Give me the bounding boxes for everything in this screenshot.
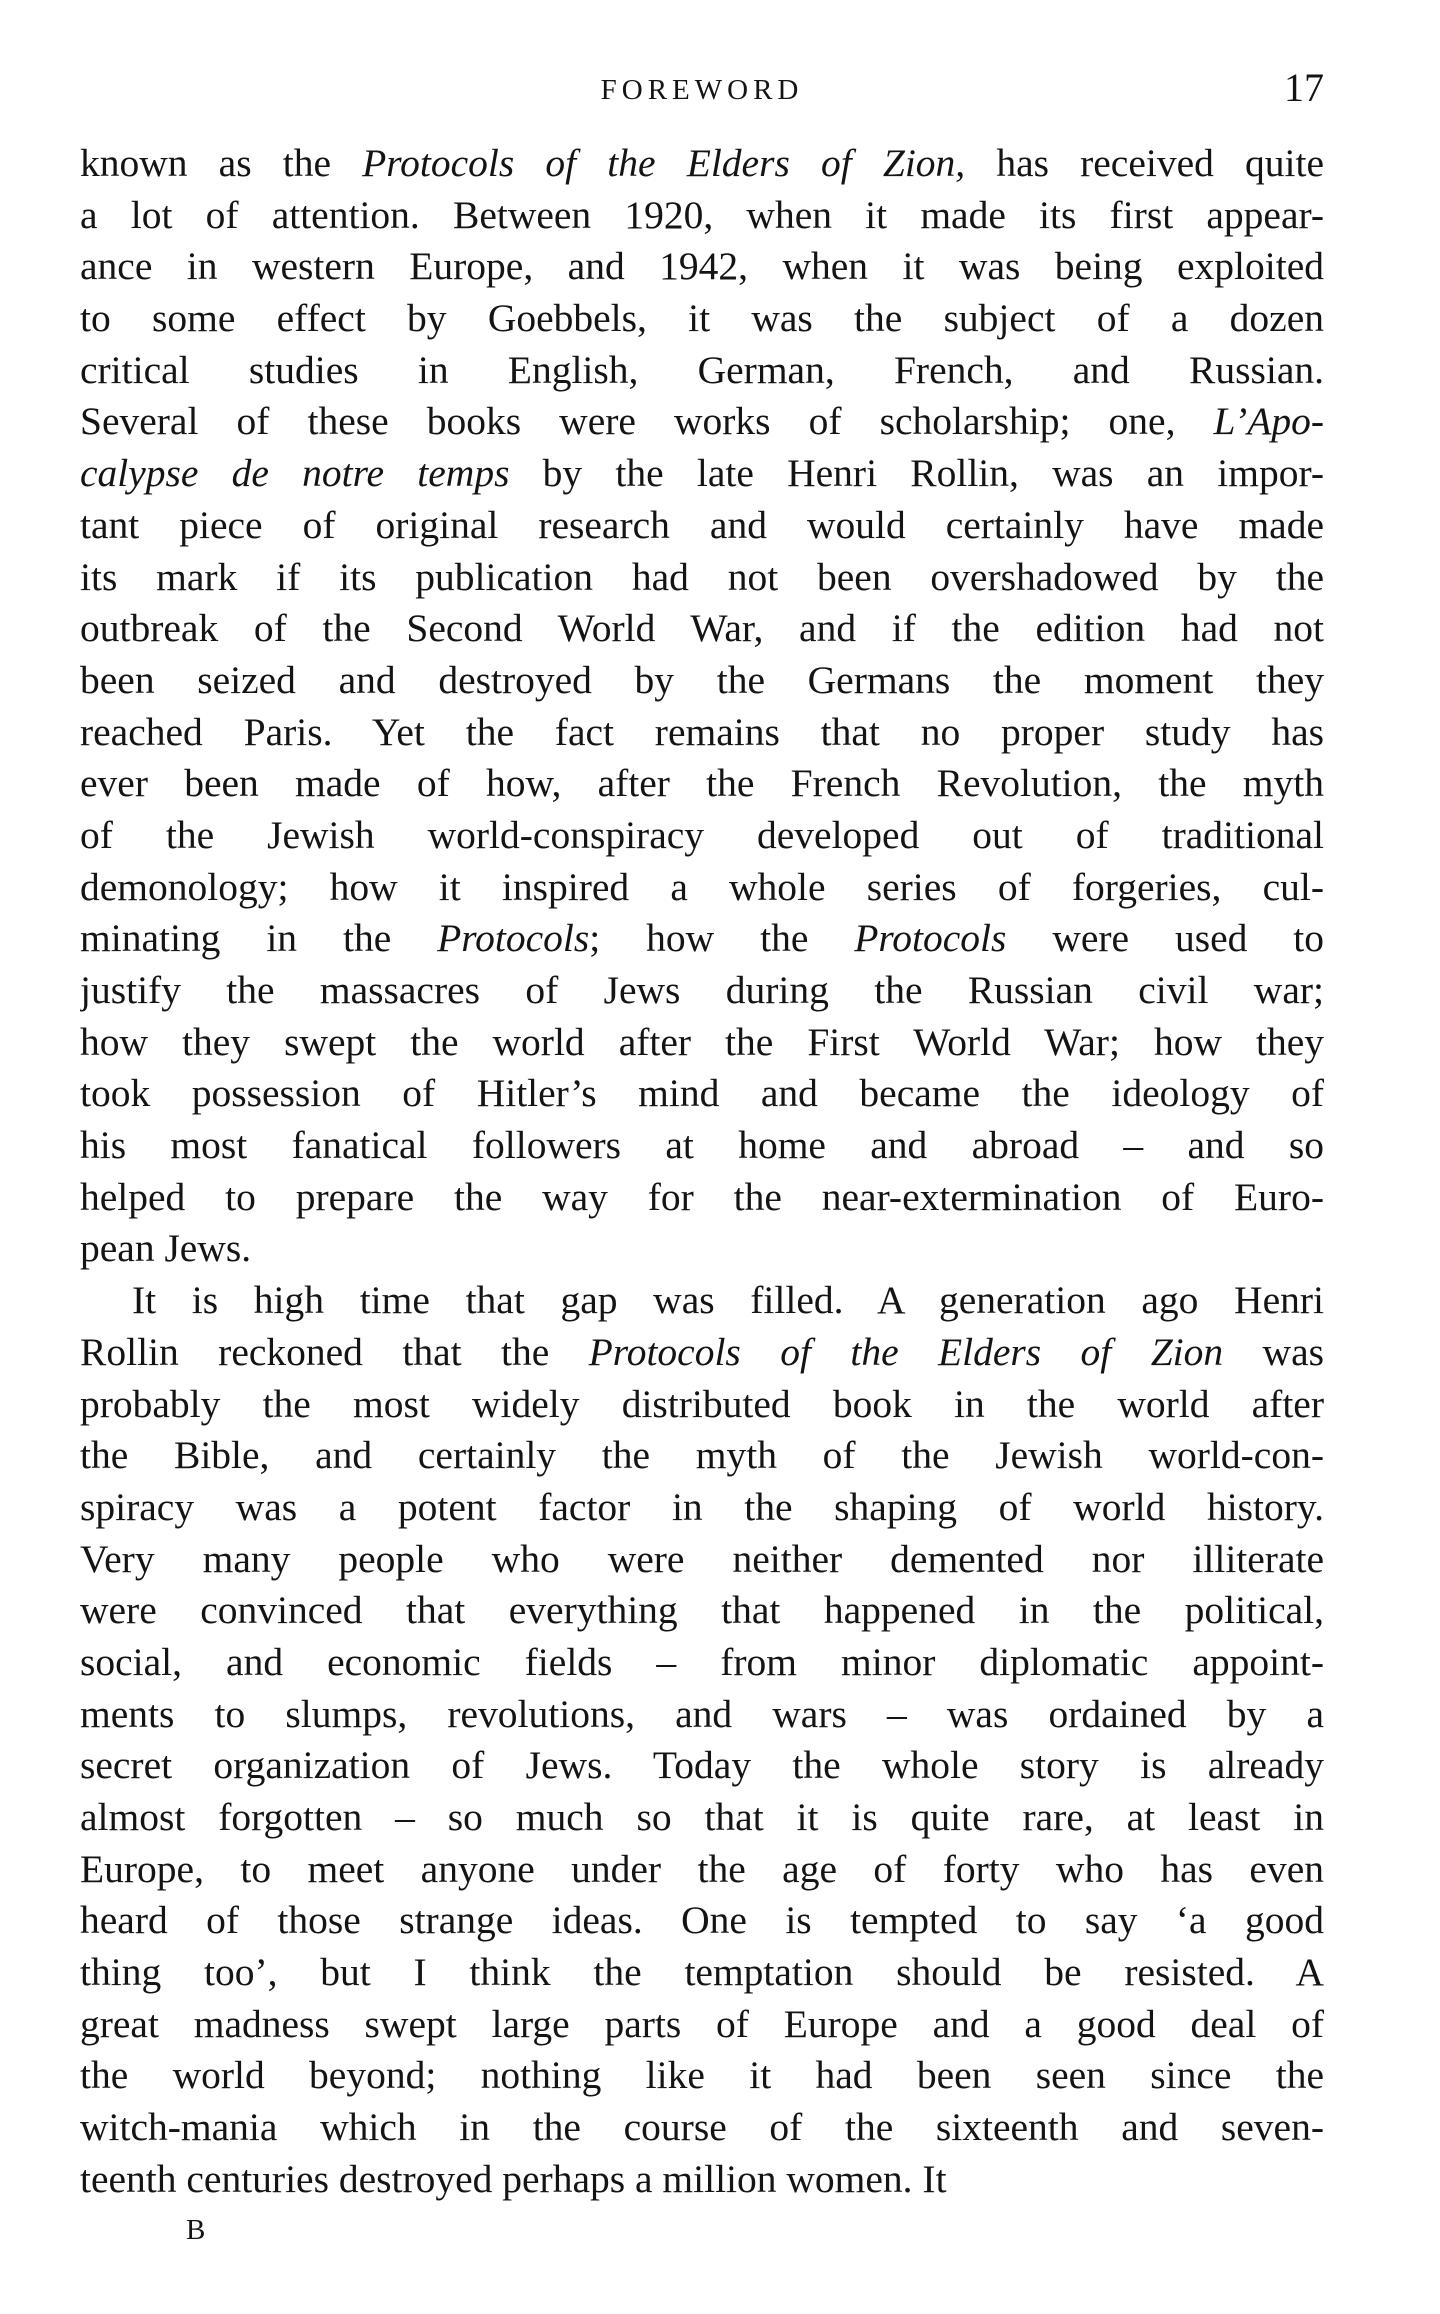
text-run: ; how the	[589, 916, 855, 961]
text-run: demonology; how it inspired a whole series of forgeries, cul-	[80, 864, 1324, 909]
text-line	[80, 190, 1324, 242]
text-run: ever been made of how, after the French Revolution, the myth	[80, 761, 1324, 806]
text-run: It is high time that gap was filled. A generation ago Henri	[132, 1278, 1324, 1323]
text-run: were used to	[1006, 916, 1324, 961]
text-line	[80, 1534, 1324, 1586]
text-run: of the Jewish world-conspiracy developed out of traditional	[80, 812, 1324, 857]
text-run: ance in western Europe, and 1942, when it was being exploited	[80, 244, 1324, 289]
text-line	[80, 2102, 1324, 2154]
text-run: Rollin reckoned that the	[80, 1329, 589, 1374]
text-line	[80, 913, 1324, 965]
text-run: helped to prepare the way for the near-extermination of Euro-	[80, 1174, 1324, 1219]
text-line	[80, 396, 1324, 448]
text-run: thing too’, but I think the temptation should be resisted. A	[80, 1950, 1324, 1995]
text-line	[80, 1792, 1324, 1844]
text-line	[80, 1017, 1324, 1069]
text-line	[80, 1947, 1324, 1999]
page-number: 17	[1284, 65, 1324, 110]
text-line	[80, 707, 1324, 759]
text-run: social, and economic fields – from minor diplomatic appoint-	[80, 1639, 1324, 1684]
signature-mark: B	[186, 2214, 208, 2246]
italic-title-text: Protocols	[437, 916, 590, 961]
text-run: the world beyond; nothing like it had been seen since the	[80, 2053, 1324, 2098]
text-line	[80, 965, 1324, 1017]
text-line	[80, 603, 1324, 655]
text-run: outbreak of the Second World War, and if the edition had not	[80, 606, 1324, 651]
text-line	[80, 1430, 1324, 1482]
text-line	[80, 1740, 1324, 1792]
text-run: how they swept the world after the First World War; how they	[80, 1019, 1324, 1064]
text-run: known as the	[80, 141, 363, 185]
text-run: the Bible, and certainly the myth of the Jewish world-con-	[80, 1433, 1324, 1478]
text-line	[80, 138, 1324, 190]
text-run: were convinced that everything that happened in the political,	[80, 1588, 1324, 1633]
text-run: been seized and destroyed by the Germans the moment they	[80, 657, 1324, 702]
text-line	[80, 500, 1324, 552]
text-run: took possession of Hitler’s mind and became the ideology of	[80, 1071, 1324, 1116]
text-run: heard of those strange ideas. One is tempted to say ‘a good	[80, 1898, 1324, 1943]
italic-title-text: Protocols of the Elders of Zion	[588, 1329, 1224, 1374]
text-line	[80, 2050, 1324, 2102]
text-run: Several of these books were works of scholarship; one,	[80, 399, 1214, 444]
text-run: his most fanatical followers at home and abroad – and so	[80, 1123, 1324, 1168]
text-run: justify the massacres of Jews during the Russian civil war;	[80, 968, 1324, 1012]
text-run: reached Paris. Yet the fact remains that no proper study has	[80, 709, 1324, 754]
text-line	[80, 1068, 1324, 1120]
text-run: was	[1223, 1329, 1324, 1374]
text-run: to some effect by Goebbels, it was the subject of a dozen	[80, 296, 1324, 341]
text-line	[80, 1327, 1324, 1379]
text-run: ments to slumps, revolutions, and wars – was ordained by a	[80, 1691, 1324, 1736]
italic-title-text: Protocols of the Elders of Zion,	[362, 141, 966, 185]
text-line	[80, 293, 1324, 345]
text-line	[80, 1895, 1324, 1947]
text-line	[80, 758, 1324, 810]
text-run: minating in the	[80, 916, 438, 961]
italic-title-text: calypse de notre temps	[80, 451, 510, 496]
text-run: spiracy was a potent factor in the shaping of world history.	[80, 1484, 1324, 1529]
text-run: teenth centuries destroyed perhaps a million women. It	[80, 2156, 947, 2201]
text-line	[80, 1637, 1324, 1689]
italic-title-text: L’Apo-	[1213, 399, 1324, 444]
text-line	[80, 862, 1324, 914]
text-line	[80, 552, 1324, 604]
text-run: almost forgotten – so much so that it is quite rare, at least in	[80, 1795, 1324, 1839]
running-title: FOREWORD	[600, 74, 804, 106]
text-line	[80, 1172, 1324, 1224]
text-run: witch-mania which in the course of the sixteenth and seven-	[80, 2105, 1324, 2150]
text-line	[80, 1585, 1324, 1637]
text-run: by the late Henri Rollin, was an impor-	[509, 451, 1324, 496]
text-line	[80, 345, 1324, 397]
text-run: a lot of attention. Between 1920, when it made its first appear-	[80, 192, 1324, 237]
text-line	[80, 655, 1324, 707]
text-run: its mark if its publication had not been overshadowed by the	[80, 554, 1324, 599]
text-line	[80, 1689, 1324, 1741]
text-line	[80, 448, 1324, 500]
text-run: has received quite	[965, 141, 1324, 185]
text-run: secret organization of Jews. Today the whole story is already	[80, 1743, 1324, 1788]
text-line	[80, 1379, 1324, 1431]
text-line	[80, 2154, 1324, 2206]
text-line	[80, 241, 1324, 293]
text-run: critical studies in English, German, French, and Russian.	[80, 347, 1324, 392]
text-run: Very many people who were neither demented nor illiterate	[80, 1536, 1324, 1581]
text-run: tant piece of original research and would certainly have made	[80, 502, 1324, 547]
text-run: great madness swept large parts of Europe and a good deal of	[80, 2001, 1324, 2046]
text-line	[80, 1120, 1324, 1172]
italic-title-text: Protocols	[854, 916, 1007, 961]
text-line	[80, 1482, 1324, 1534]
body-text	[80, 138, 1324, 2206]
text-run: probably the most widely distributed book in the world after	[80, 1381, 1324, 1426]
text-line	[80, 1223, 1324, 1275]
text-line	[80, 1999, 1324, 2051]
text-line	[80, 1275, 1324, 1327]
running-head	[80, 62, 1324, 122]
text-line	[80, 810, 1324, 862]
text-line	[80, 1844, 1324, 1896]
text-run: Europe, to meet anyone under the age of forty who has even	[80, 1846, 1324, 1891]
text-run: pean Jews.	[80, 1226, 252, 1271]
